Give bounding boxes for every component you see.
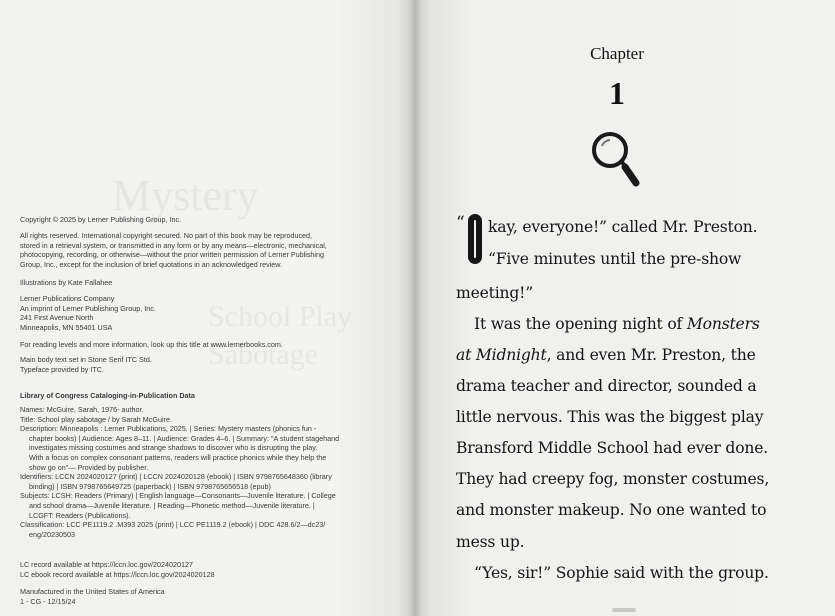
body-line: “Yes, sir!” Sophie said with the group. bbox=[474, 564, 769, 582]
book-gutter bbox=[408, 0, 422, 616]
publisher-line: Minneapolis, MN 55401 USA bbox=[20, 322, 113, 332]
book-title-italic: at Midnight bbox=[456, 346, 547, 364]
bleed-through-subtitle: School Play bbox=[208, 300, 353, 333]
manufacturing-info bbox=[20, 587, 380, 606]
body-line: little nervous. This was the biggest play bbox=[456, 408, 764, 426]
body-line: “Five minutes until the pre-show bbox=[488, 250, 742, 268]
bleed-through-title: Mystery bbox=[112, 171, 259, 220]
publisher-line: Lerner Publications Company bbox=[20, 294, 115, 303]
rights-block bbox=[20, 231, 380, 269]
drop-cap-letter bbox=[468, 214, 482, 264]
cataloging-line: and school drama—Juvenile literature. | Reading—Phonetic method—Juvenile literature. | bbox=[29, 500, 315, 510]
publisher-line: An imprint of Lerner Publishing Group, Inc. bbox=[20, 303, 156, 313]
rights-line: photocopying, recording, or otherwise—without the prior written permission of Lerner Publishing bbox=[20, 250, 325, 260]
rights-line: Group, Inc., except for the inclusion of brief quotations in an acknowledged review. bbox=[20, 259, 283, 269]
body-line: drama teacher and director, sounded a bbox=[456, 377, 757, 395]
manufactured-line: Manufactured in the United States of America bbox=[20, 587, 165, 596]
rights-line: All rights reserved. International copyright secured. No part of this book may be reproduced, bbox=[20, 231, 313, 240]
copyright-notice: Copyright © 2025 by Lerner Publishing Group, Inc. bbox=[20, 215, 182, 224]
cataloging-line: LCGFT: Readers (Publications). bbox=[29, 510, 131, 520]
typeface-line: Main body text set in Stone Serif ITC Std. bbox=[20, 355, 152, 364]
chapter-label: Chapter bbox=[590, 44, 644, 63]
loc-heading: Library of Congress Cataloging-in-Publication Data bbox=[20, 391, 195, 400]
cataloging-line: Names: McGuire, Sarah, 1976- author. bbox=[20, 405, 144, 414]
body-line: Bransford Middle School had ever done. bbox=[456, 439, 769, 457]
lc-record-line: LC ebook record available at https://lccn.loc.gov/2024020128 bbox=[20, 569, 215, 579]
cataloging-line: Identifiers: LCCN 2024020127 (print) | LCCN 2024020128 (ebook) | ISBN 9798765648360 (library bbox=[20, 472, 332, 482]
cataloging-line: Subjects: LCSH: Readers (Primary) | English language—Consonants—Juvenile literature. | College bbox=[20, 491, 336, 501]
body-line: meeting!” bbox=[456, 284, 533, 302]
book-title-italic: Monsters bbox=[686, 315, 760, 333]
bleed-through-subtitle: Sabotage bbox=[208, 338, 318, 371]
page-edge-mark bbox=[612, 608, 636, 612]
typeface-block bbox=[20, 355, 380, 374]
body-line: They had creepy fog, monster costumes, bbox=[456, 470, 770, 488]
cataloging-line: Title: School play sabotage / by Sarah McGuire. bbox=[20, 414, 172, 424]
publisher-block bbox=[20, 294, 380, 332]
copyright-page bbox=[0, 0, 414, 616]
chapter-number: 1 bbox=[609, 75, 625, 111]
publisher-line: 241 First Avenue North bbox=[20, 313, 94, 323]
body-text-run: , and even Mr. Preston, the bbox=[546, 346, 756, 364]
body-line bbox=[456, 346, 786, 364]
cataloging-line: Description: Minneapolis : Lerner Publications, 2025. | Series: Mystery masters (phonics fun - bbox=[20, 424, 317, 434]
body-text-run: It was the opening night of bbox=[474, 315, 687, 333]
cataloging-line: Classification: LCC PE1119.2 .M393 2025 (print) | LCC PE1119.2 (ebook) | DDC 428.6/2—dc23/ bbox=[20, 520, 326, 530]
print-code: 1 - CG - 12/15/24 bbox=[20, 596, 76, 606]
cataloging-line: eng/20230503 bbox=[29, 529, 75, 539]
body-line: kay, everyone!” called Mr. Preston. bbox=[488, 218, 758, 236]
body-line bbox=[474, 315, 804, 333]
cataloging-line: show go on"— Provided by publisher. bbox=[29, 462, 149, 472]
illustrator-credit: Illustrations by Kate Fallahee bbox=[20, 278, 113, 287]
cataloging-data bbox=[20, 405, 380, 539]
cataloging-line: binding) | ISBN 9798765649725 (paperback) | ISBN 9798765656518 (epub) bbox=[29, 481, 271, 491]
lc-records bbox=[20, 560, 380, 579]
lc-record-line: LC record available at https://lccn.loc.gov/2024020127 bbox=[20, 560, 194, 569]
cataloging-line: chapter books) | Audience: Ages 8–11. | Audience: Grades 4–6. | Summary: "A student stagehand bbox=[29, 433, 340, 443]
cataloging-line: With a focus on complex consonant patterns, readers will practice phonics while they help the bbox=[29, 452, 327, 462]
drop-cap-quote: “ bbox=[456, 213, 465, 233]
magnifying-glass-icon bbox=[588, 128, 644, 188]
typeface-line: Typeface provided by ITC. bbox=[20, 364, 104, 374]
rights-line: stored in a retrieval system, or transmitted in any form or by any means—electronic, mechanical, bbox=[20, 240, 327, 250]
cataloging-line: investigates missing costumes and strange shadows to discover who is disrupting the play. bbox=[29, 443, 318, 453]
body-line: mess up. bbox=[456, 533, 525, 551]
body-line: and monster makeup. No one wanted to bbox=[456, 501, 767, 519]
reading-levels-note: For reading levels and more information, look up this title at www.lernerbooks.com. bbox=[20, 340, 283, 349]
